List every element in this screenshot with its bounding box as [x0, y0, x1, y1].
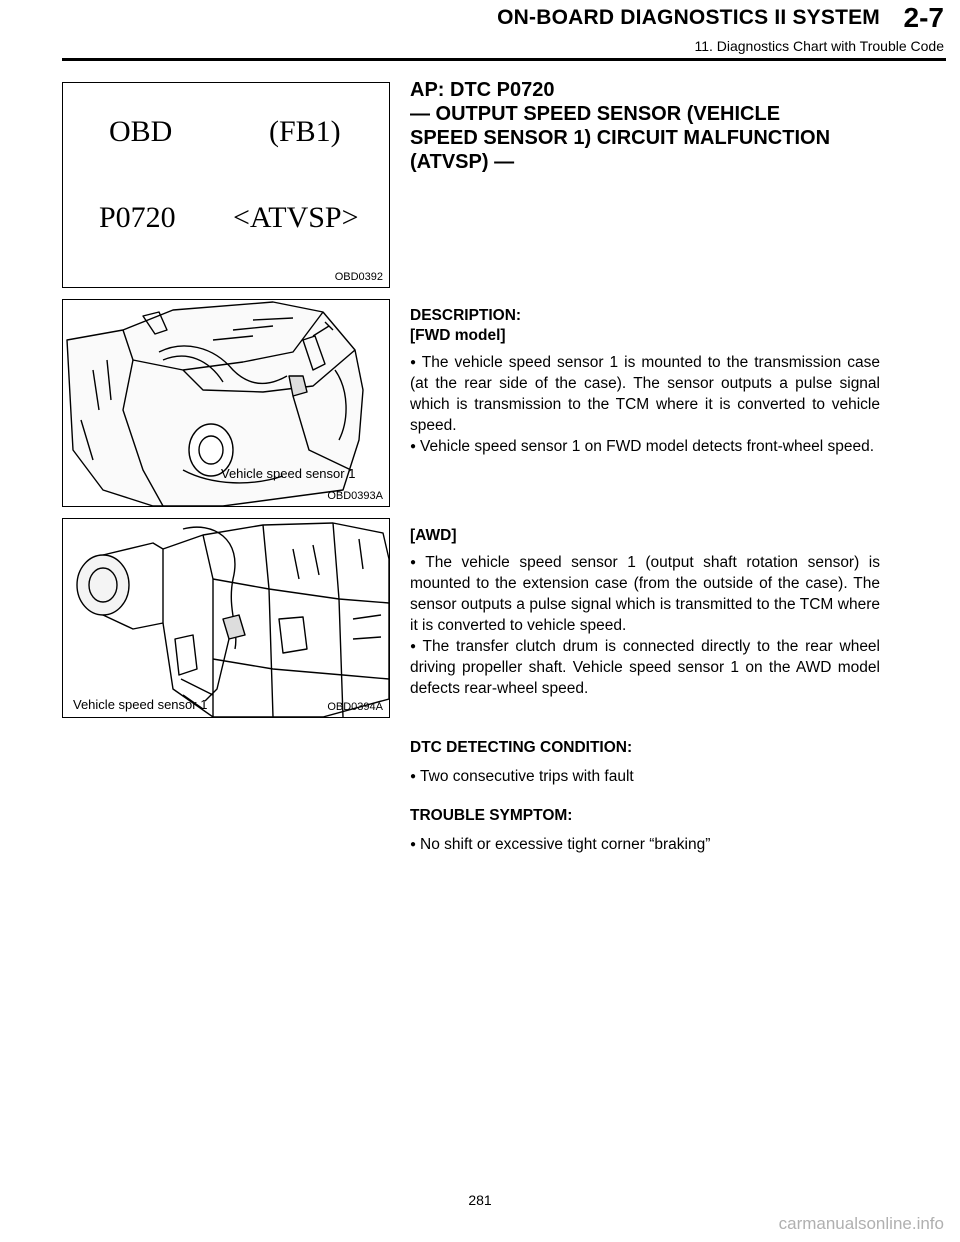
atvsp-label: <ATVSP> — [233, 201, 359, 234]
header-subtitle: 11. Diagnostics Chart with Trouble Code — [694, 38, 944, 54]
fwd-bullet: ● Vehicle speed sensor 1 on FWD model detects front-wheel speed. — [410, 436, 880, 457]
description-label: DESCRIPTION: — [410, 307, 522, 324]
fb1-label: (FB1) — [269, 115, 341, 148]
awd-bullet: ● The transfer clutch drum is connected directly to the rear wheel driving propeller shaft. Vehicle speed sensor 1 on the AWD model defects rear-wheel speed. — [410, 636, 880, 699]
watermark: carmanualsonline.info — [778, 1214, 944, 1233]
vehicle-speed-sensor-callout: Vehicle speed sensor 1 — [73, 697, 208, 712]
figure-id: OBD0394A — [327, 701, 383, 713]
obd-label: OBD — [109, 115, 173, 148]
header-title: ON-BOARD DIAGNOSTICS II SYSTEM — [497, 6, 880, 29]
dtc-condition-bullet: ● Two consecutive trips with fault — [410, 766, 880, 787]
fwd-bullet: ● The vehicle speed sensor 1 is mounted to the transmission case (at the rear side of the case). The sensor outputs a pulse signal which is transmission to the TCM where it is converted to vehicle speed. — [410, 352, 880, 436]
description-block — [410, 306, 880, 457]
heading-line: SPEED SENSOR 1) CIRCUIT MALFUNCTION — [410, 127, 831, 149]
obd-display-figure — [62, 82, 390, 288]
section-number: 2-7 — [903, 2, 944, 33]
trouble-symptom-label: TROUBLE SYMPTOM: — [410, 807, 573, 824]
page-number: 281 — [468, 1192, 492, 1208]
awd-transmission-illustration — [63, 519, 389, 717]
vehicle-speed-sensor-callout: Vehicle speed sensor 1 — [221, 466, 356, 481]
heading-line: (ATVSP) — — [410, 151, 515, 173]
figure-id: OBD0392 — [334, 271, 383, 283]
section-heading-block — [410, 78, 880, 174]
heading-line: — OUTPUT SPEED SENSOR (VEHICLE — [410, 103, 781, 125]
header-rule — [62, 58, 946, 61]
fwd-sensor-figure — [62, 299, 390, 507]
awd-label: [AWD] — [410, 527, 457, 544]
dtc-code-label: P0720 — [99, 201, 176, 234]
heading-line: AP: DTC P0720 — [410, 79, 555, 101]
section-heading — [410, 78, 880, 174]
trouble-symptom-block — [410, 806, 880, 855]
dtc-condition-label: DTC DETECTING CONDITION: — [410, 739, 633, 756]
trouble-symptom-bullet: ● No shift or excessive tight corner “braking” — [410, 834, 880, 855]
figure-id: OBD0393A — [327, 490, 383, 502]
awd-block — [410, 526, 880, 699]
awd-sensor-figure — [62, 518, 390, 718]
fwd-model-label: [FWD model] — [410, 327, 506, 344]
awd-bullet: ● The vehicle speed sensor 1 (output shaft rotation sensor) is mounted to the extension case (from the outside of the case). The sensor outputs a pulse signal which is transmitted to the TCM where it is converted to vehicle speed. — [410, 552, 880, 636]
dtc-condition-block — [410, 738, 880, 787]
